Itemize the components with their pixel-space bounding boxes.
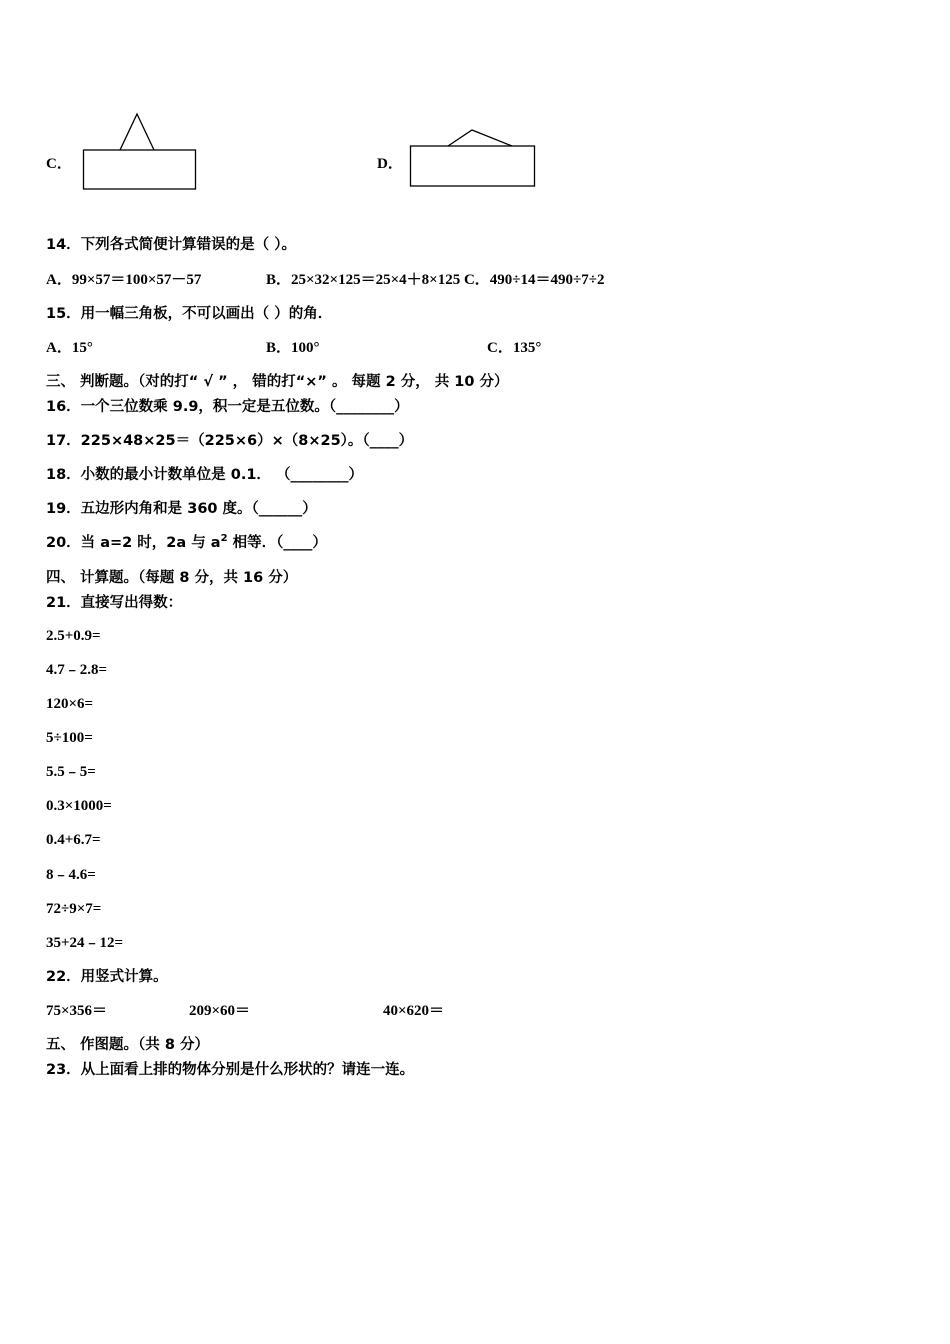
triangle-shape [120,114,154,150]
calc-item: 5.5﹣5= [46,764,96,780]
option-c-figure [80,110,200,194]
question-16: 16．一个三位数乘 9.9，积一定是五位数。（________） [46,399,409,415]
triangle-shape [448,130,512,146]
question-15-stem: 15．用一幅三角板，不可以画出（ ）的角． [46,306,333,322]
question-20-text-end: 相等．（____） [227,535,327,551]
question-14-option-b-c: B．25×32×125＝25×4＋8×125 C．490÷14＝490÷7÷2 [266,272,605,288]
calc-item: 72÷9×7= [46,901,102,917]
vertical-calc-item: 75×356＝ [46,1003,108,1019]
question-14-stem: 14．下列各式简便计算错误的是（ ）。 [46,237,296,253]
calc-item: 2.5+0.9= [46,628,101,644]
question-19: 19．五边形内角和是 360 度。（______） [46,501,317,517]
calc-item: 35+24﹣12= [46,935,124,951]
question-15-option-a: A．15° [46,340,93,356]
question-15-option-c: C．135° [487,340,542,356]
option-c-label: C． [46,156,72,172]
question-14-option-a: A．99×57＝100×57－57 [46,272,202,288]
section-3-heading: 三、 判断题。（对的打“ √ ” ， 错的打“×” 。 每题 2 分， 共 10 分） [46,374,509,390]
rectangle-shape [411,146,535,186]
rectangle-shape [84,150,196,189]
section-4-heading: 四、 计算题。（每题 8 分，共 16 分） [46,570,298,586]
question-20-text: 20．当 a=2 时，2a 与 a [46,535,221,551]
vertical-calc-item: 209×60＝ [189,1003,251,1019]
option-d-figure [406,126,541,190]
question-20 [46,533,327,553]
option-d-label: D． [377,156,403,172]
question-22: 22．用竖式计算。 [46,969,168,985]
vertical-calc-item: 40×620＝ [383,1003,445,1019]
question-17: 17．225×48×25＝（225×6）×（8×25）。（____） [46,433,414,449]
question-20-superscript: 2 [220,533,228,545]
calc-item: 8﹣4.6= [46,867,96,883]
calc-item: 0.3×1000= [46,798,112,814]
question-18: 18．小数的最小计数单位是 0.1． （________） [46,467,363,483]
calc-item: 0.4+6.7= [46,832,101,848]
calc-item: 5÷100= [46,730,93,746]
question-21: 21．直接写出得数： [46,595,183,611]
calc-item: 120×6= [46,696,94,712]
question-15-option-b: B．100° [266,340,320,356]
calc-item: 4.7﹣2.8= [46,662,108,678]
question-23: 23．从上面看上排的物体分别是什么形状的？请连一连。 [46,1062,415,1078]
section-5-heading: 五、 作图题。（共 8 分） [46,1037,209,1053]
